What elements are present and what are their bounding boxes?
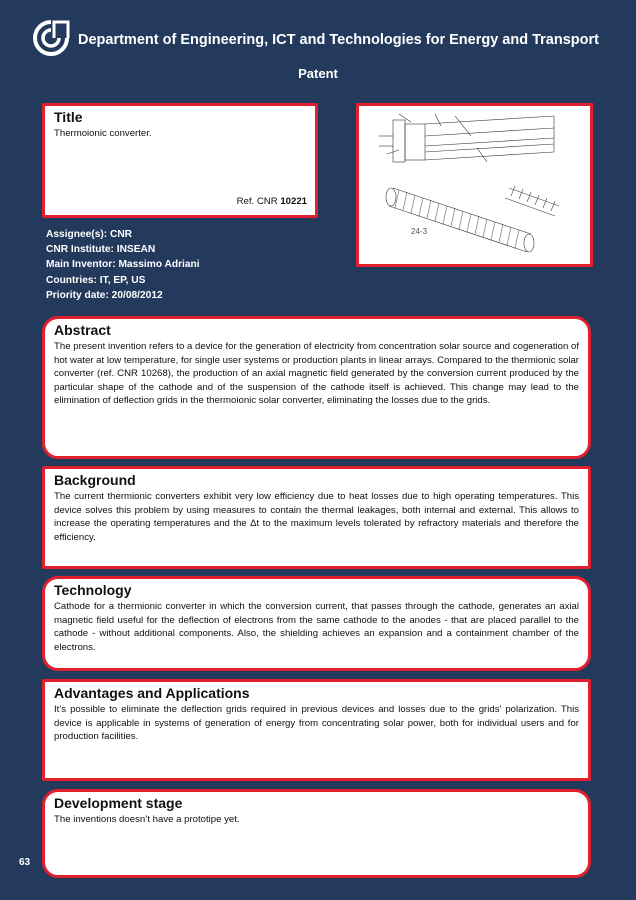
reference-label: Ref. CNR xyxy=(236,196,278,207)
background-heading: Background xyxy=(54,472,136,488)
reference-number: 10221 xyxy=(280,196,307,207)
advantages-text: It’s possible to eliminate the deflection grids required in previous devices and losses due to the grids' polarization. This device is applicable in systems of generation of energy from concentrating solar power, both for individual users and for production facilities. xyxy=(54,704,579,743)
priority-date: Priority date: 20/08/2012 xyxy=(46,289,163,301)
technology-section xyxy=(42,576,591,671)
document-type: Patent xyxy=(298,66,338,81)
technology-heading: Technology xyxy=(54,582,132,598)
abstract-heading: Abstract xyxy=(54,322,111,338)
abstract-text: The present invention refers to a device for the generation of electricity from concentration solar source and cogeneration of hot water at low temperature, for single user systems or production plants in linear arrays. Compared to the thermionic solar converter (ref. CNR 10268), the production of an axial magnetic field generated by the conversion current produced by the particular shape of the cathode and of the suspension of the cathode itself is achieved. This change may lead to the elimination of deflection grids in the thermoionic solar converter, eliminating the losses due to the grids. xyxy=(54,341,579,407)
institute: CNR Institute: INSEAN xyxy=(46,244,156,256)
countries: Countries: IT, EP, US xyxy=(46,274,146,286)
development-heading: Development stage xyxy=(54,795,183,811)
background-text: The current thermionic converters exhibit very low efficiency due to heat losses due to high operating temperatures. This device solves this problem by using measures to contain the thermal leakages, both internal and external. This allows to increase the operating temperatures and the Δt to the maximum levels tolerated by refractory materials and therefore the efficiency. xyxy=(54,491,579,543)
patent-drawing-icon xyxy=(359,106,590,264)
department-title: Department of Engineering, ICT and Technologies for Energy and Transport xyxy=(78,32,599,48)
page-number: 63 xyxy=(19,857,31,868)
main-inventor: Main Inventor: Massimo Adriani xyxy=(46,259,200,271)
abstract-section xyxy=(42,316,591,459)
cnr-logo-icon xyxy=(30,18,72,56)
patent-figure xyxy=(356,103,593,267)
figure-label: 24-3 xyxy=(411,227,428,236)
advantages-section xyxy=(42,679,591,781)
background-section xyxy=(42,466,591,569)
technology-text: Cathode for a thermionic converter in which the conversion current, that passes through the cathode, generates an axial magnetic field useful for the deflection of electrons from the same cathode to the anodes - that are placed parallel to the cathode - without additional components. Also, the shielding achieves an expansion and a containment chamber of the electrons. xyxy=(54,601,579,653)
development-text: The inventions doesn’t have a prototipe yet. xyxy=(54,814,240,825)
title-box xyxy=(42,103,318,218)
assignee: Assignee(s): CNR xyxy=(46,229,133,240)
title-text: Thermoionic converter. xyxy=(54,128,152,139)
patent-metadata xyxy=(46,227,200,303)
development-stage-section xyxy=(42,789,591,878)
advantages-heading: Advantages and Applications xyxy=(54,685,250,701)
title-heading: Title xyxy=(54,109,83,125)
reference xyxy=(237,196,307,207)
